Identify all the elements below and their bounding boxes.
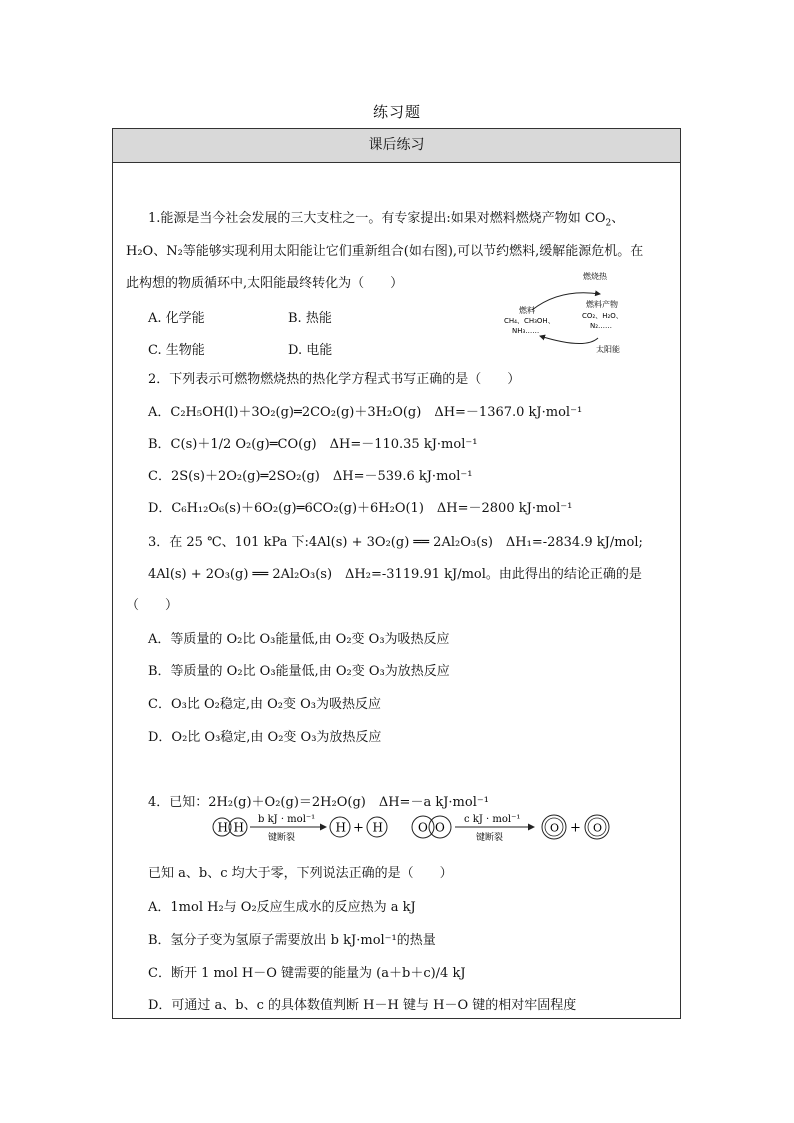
h-break-label: 键断裂 (268, 833, 296, 843)
section-header: 课后练习 (113, 129, 680, 163)
q1-option-c: C. 生物能 (148, 343, 205, 358)
q1-line2: H₂O、N₂等能够实现利用太阳能让它们重新组合(如右图),可以节约燃料,缓解能源危机。在 (126, 244, 644, 259)
q4-option-b: B．氢分子变为氢原子需要放出 b kJ·mol⁻¹的热量 (148, 933, 436, 948)
diagram-left-items2: NH₃…… (512, 327, 540, 335)
h-energy-label: b kJ · mol⁻¹ (258, 814, 316, 825)
plus-sign: + (570, 820, 581, 836)
page-title: 练习题 (372, 103, 421, 121)
q1-line1: 1.能源是当今社会发展的三大支柱之一。有专家提出:如果对燃料燃烧产物如 $CO_2$、 (148, 211, 625, 229)
plus-sign: + (353, 820, 364, 836)
o-label: O (550, 821, 560, 835)
q4-option-a: A．1mol H₂与 O₂反应生成水的反应热为 a kJ (148, 900, 416, 915)
q2-option-b: B．C(s)＋1/2 O₂(g)═CO(g) ΔH=－110.35 kJ·mol⁻¹ (148, 437, 478, 452)
diagram-right-title: 燃料产物 (586, 300, 618, 309)
q3-option-b: B．等质量的 O₂比 O₃能量低,由 O₂变 O₃为放热反应 (148, 664, 450, 679)
q2-option-d: D．C₆H₁₂O₆(s)＋6O₂(g)═6CO₂(g)＋6H₂O(1) ΔH=－2800 kJ·mol⁻¹ (148, 501, 573, 516)
q3-line1: 3．在 25 ℃、101 kPa 下:4Al(s) + 3O₂(g) ══ 2Al₂O₃(s) ΔH₁=-2834.9 kJ/mol; (148, 535, 643, 550)
o-label: O (418, 820, 428, 835)
q3-line3: （ ） (126, 598, 179, 613)
q4-option-c: C．断开 1 mol H－O 键需要的能量为 (a＋b＋c)/4 kJ (148, 966, 466, 981)
q1-option-a: A. 化学能 (148, 311, 205, 326)
q2-option-a: A．C₂H₅OH(l)＋3O₂(g)═2CO₂(g)＋3H₂O(g) ΔH=－1367.0 kJ·mol⁻¹ (148, 405, 583, 420)
q3-option-a: A．等质量的 O₂比 O₃能量低,由 O₂变 O₃为吸热反应 (148, 632, 450, 647)
diagram-right-items2: N₂…… (590, 322, 613, 330)
q4-stem: 4．已知：2H₂(g)＋O₂(g)＝2H₂O(g) ΔH=－a kJ·mol⁻¹ (148, 795, 489, 810)
o-break-label: 键断裂 (476, 833, 504, 843)
o-label: O (593, 821, 603, 835)
o-label: O (435, 820, 445, 835)
q1-option-d: D. 电能 (288, 343, 333, 358)
diagram-right-items: CO₂、H₂O、 (582, 312, 623, 320)
q2-option-c: C．2S(s)＋2O₂(g)═2SO₂(g) ΔH=－539.6 kJ·mol⁻¹ (148, 469, 473, 484)
h-label: H (217, 820, 228, 835)
diagram-left-title: 燃料 (519, 306, 535, 315)
q4-option-d: D．可通过 a、b、c 的具体数值判断 H－H 键与 H－O 键的相对牢固程度 (148, 998, 577, 1013)
diagram-bottom-label: 太阳能 (596, 345, 620, 354)
q1-option-b: B. 热能 (288, 311, 332, 326)
q3-option-c: C．O₃比 O₂稳定,由 O₂变 O₃为吸热反应 (148, 697, 381, 712)
q3-option-d: D．O₂比 O₃稳定,由 O₂变 O₃为放热反应 (148, 730, 382, 745)
q1-line3: 此构想的物质循环中,太阳能最终转化为（ ） (126, 276, 404, 291)
diagram-left-items: CH₄、CH₃OH、 (504, 317, 555, 325)
o-energy-label: c kJ · mol⁻¹ (464, 814, 521, 825)
diagram-top-label: 燃烧热 (583, 272, 607, 281)
h-label: H (372, 820, 383, 835)
q3-line2: 4Al(s) + 2O₃(g) ══ 2Al₂O₃(s) ΔH₂=-3119.91 kJ/mol。由此得出的结论正确的是 (148, 567, 642, 582)
h-label: H (335, 820, 346, 835)
q4-condition: 已知 a、b、c 均大于零，下列说法正确的是（ ） (148, 866, 453, 881)
q2-stem: 2．下列表示可燃物燃烧热的热化学方程式书写正确的是（ ） (148, 372, 521, 387)
h-label: H (233, 820, 244, 835)
